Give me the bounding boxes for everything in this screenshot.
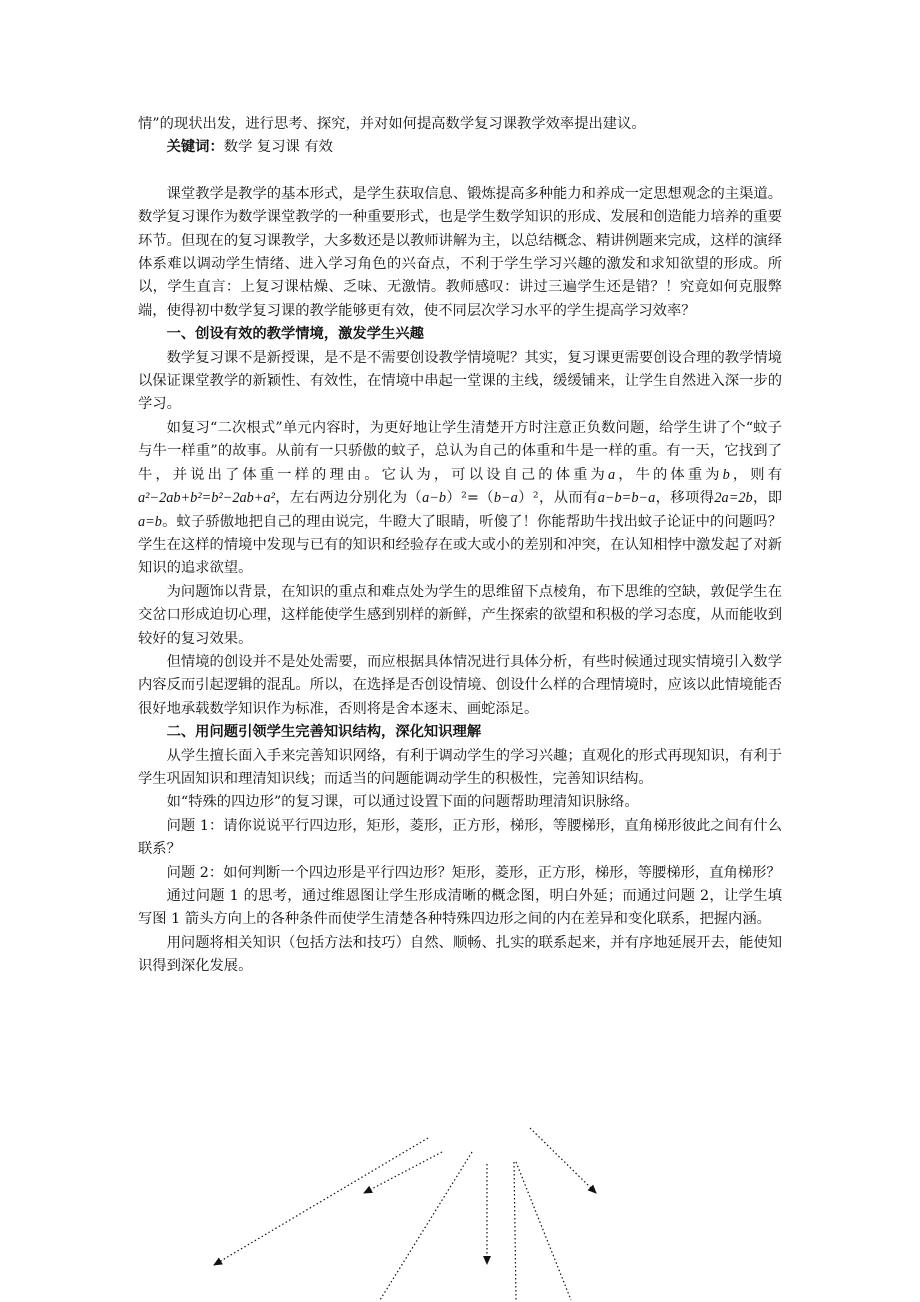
arrow-line-5 (514, 1162, 516, 1300)
arrow-line-3 (380, 1152, 472, 1300)
paragraph-knowledge-network: 从学生擅长面入手来完善知识网络，有利于调动学生的学习兴趣；直观化的形式再现知识，有利于学生巩固知识和理清知识线；而适当的问题能调动学生的积极性，完善知识结构。 (138, 747, 782, 787)
arrow-line-1 (214, 1138, 428, 1265)
paragraph-quadrilateral-example: 如“特殊的四边形”的复习课，可以通过设置下面的问题帮助理清知识脉络。 (166, 794, 639, 811)
quadrilateral-arrow-diagram (0, 1110, 920, 1302)
paragraph-background: 为问题饰以背景，在知识的重点和难点处为学生的思维留下点棱角，布下思维的空缺，敦促学生在交岔口形成迫切心理，这样能使学生感到别样的新鲜，产生探索的欲望和积极的学习态度，从而能收到较好的复习效果。 (138, 583, 782, 647)
question-2: 问题 2：如何判断一个四边形是平行四边形？矩形，菱形，正方形，梯形，等腰梯形，直角梯形？ (166, 864, 781, 881)
document-body (138, 113, 782, 979)
question-1: 问题 1：请你说说平行四边形，矩形，菱形，正方形，梯形，等腰梯形，直角梯形彼此之间有什么联系？ (138, 817, 782, 858)
section-heading-1: 一、创设有效的教学情境，激发学生兴趣 (166, 326, 424, 343)
arrow-line-6 (516, 1162, 571, 1300)
paragraph-conclusion: 用问题将相关知识（包括方法和技巧）自然、顺畅、扎实的联系起来，并有序地延展开去，能使知识得到深化发展。 (138, 934, 782, 975)
paragraph-review-context: 数学复习课不是新授课，是不是不需要创设教学情境呢？其实，复习课更需要创设合理的教学情境以保证课堂教学的新颖性、有效性，在情境中串起一堂课的主线，缓缓铺来，让学生自然进入深一步的学习。 (138, 349, 782, 413)
section-heading-2: 二、用问题引领学生完善知识结构，深化知识理解 (166, 724, 482, 741)
arrow-line-7 (530, 1128, 596, 1193)
intro-tail: 情”的现状出发，进行思考、探究，并对如何提高数学复习课教学效率提出建议。 (138, 116, 646, 132)
keywords-value: 数学 复习课 有效 (223, 139, 333, 156)
blank-line (138, 160, 782, 183)
paragraph-context-caution: 但情境的创设并不是处处需要，而应根据具体情况进行具体分析，有些时候通过现实情境引入数学内容反而引起逻辑的混乱。所以，在选择是否创设情境、创设什么样的合理情境时，应该以此情境能否很好地承载数学知识作为标准，否则将是舍本逐末、画蛇添足。 (138, 653, 782, 717)
paragraph-mosquito-story: 如复习“二次根式”单元内容时，为更好地让学生清楚开方时注意正负数问题，给学生讲了个“蚊子与牛一样重”的故事。从前有一只骄傲的蚊子，总认为自己的体重和牛是一样的重。有一天，它找到了牛，并说出了体重一样的理由。它认为，可以设自己的体重为a，牛的体重为b，则有a²−2ab+b²=b²−2ab+a²，左右两边分别化为（a−b）²=（b−a）²，从而有a−b=b−a，移项得2a=2b，即a=b。蚊子骄傲地把自己的理由说完，牛瞪大了眼睛，听傻了！你能帮助牛找出蚊子论证中的问题吗？学生在这样的情境中发现与已有的知识和经验存在或大或小的差别和冲突，在认知相悖中激发起了对新知识的追求欲望。 (138, 419, 783, 577)
arrow-line-2 (364, 1152, 442, 1193)
paragraph-intro: 课堂教学是教学的基本形式，是学生获取信息、锻炼提高多种能力和养成一定思想观念的主渠道。数学复习课作为数学课堂教学的一种重要形式，也是学生数学知识的形成、发展和创造能力培养的重要环节。但现在的复习课教学，大多数还是以教师讲解为主，以总结概念、精讲例题来完成，这样的演绎体系难以调动学生情绪、进入学习角色的兴奋点，不利于学生学习兴趣的激发和求知欲望的形成。所以，学生直言：上复习课枯燥、乏味、无激情。教师感叹：讲过三遍学生还是错？！究竟如何克服弊端，使得初中数学复习课的教学能够更有效，使不同层次学习水平的学生提高学习效率？ (138, 185, 782, 319)
keywords-line (138, 136, 782, 159)
paragraph-question-analysis: 通过问题 1 的思考，通过维恩图让学生形成清晰的概念图，明白外延；而通过问题 2，让学生填写图 1 箭头方向上的各种条件而使学生清楚各种特殊四边形之间的内在差异和变化联系，把握内涵。 (138, 888, 782, 928)
keywords-label: 关键词： (166, 139, 224, 156)
